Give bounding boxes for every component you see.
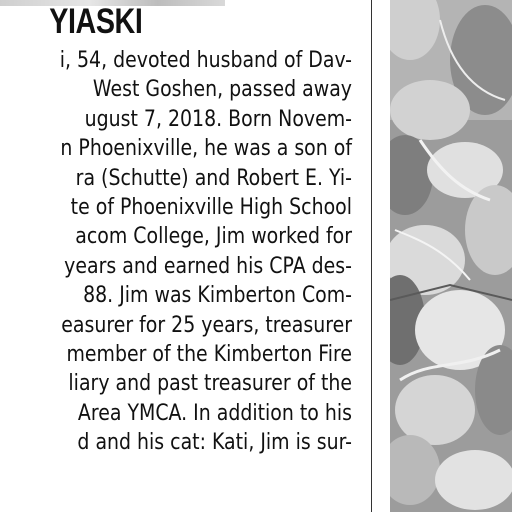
surname-heading: YIASKI (49, 2, 143, 41)
body-line: easurer for 25 years, treasurer (61, 312, 353, 338)
body-line: te of Phoenixville High School (70, 194, 353, 220)
body-line: ugust 7, 2018. Born Novem- (84, 106, 352, 132)
body-line: ra (Schutte) and Robert E. Yi- (75, 165, 352, 191)
body-line: d and his cat: Kati, Jim is sur- (77, 430, 352, 456)
body-line: liary and past treasurer of the (68, 371, 352, 397)
body-line: 88. Jim was Kimberton Com- (83, 283, 353, 309)
body-line: years and earned his CPA des- (64, 253, 352, 279)
frosted-foliage-photo (390, 0, 512, 512)
body-line: i, 54, devoted husband of Dav- (59, 48, 353, 73)
body-line: acom College, Jim worked for (75, 224, 353, 250)
obituary-body (0, 46, 352, 457)
foliage-illustration (390, 0, 512, 512)
body-line: West Goshen, passed away (92, 77, 352, 103)
column-divider (371, 0, 372, 512)
body-line: Area YMCA. In addition to his (77, 400, 353, 426)
body-line: member of the Kimberton Fire (66, 341, 352, 367)
body-line: n Phoenixville, he was a son of (60, 136, 353, 162)
